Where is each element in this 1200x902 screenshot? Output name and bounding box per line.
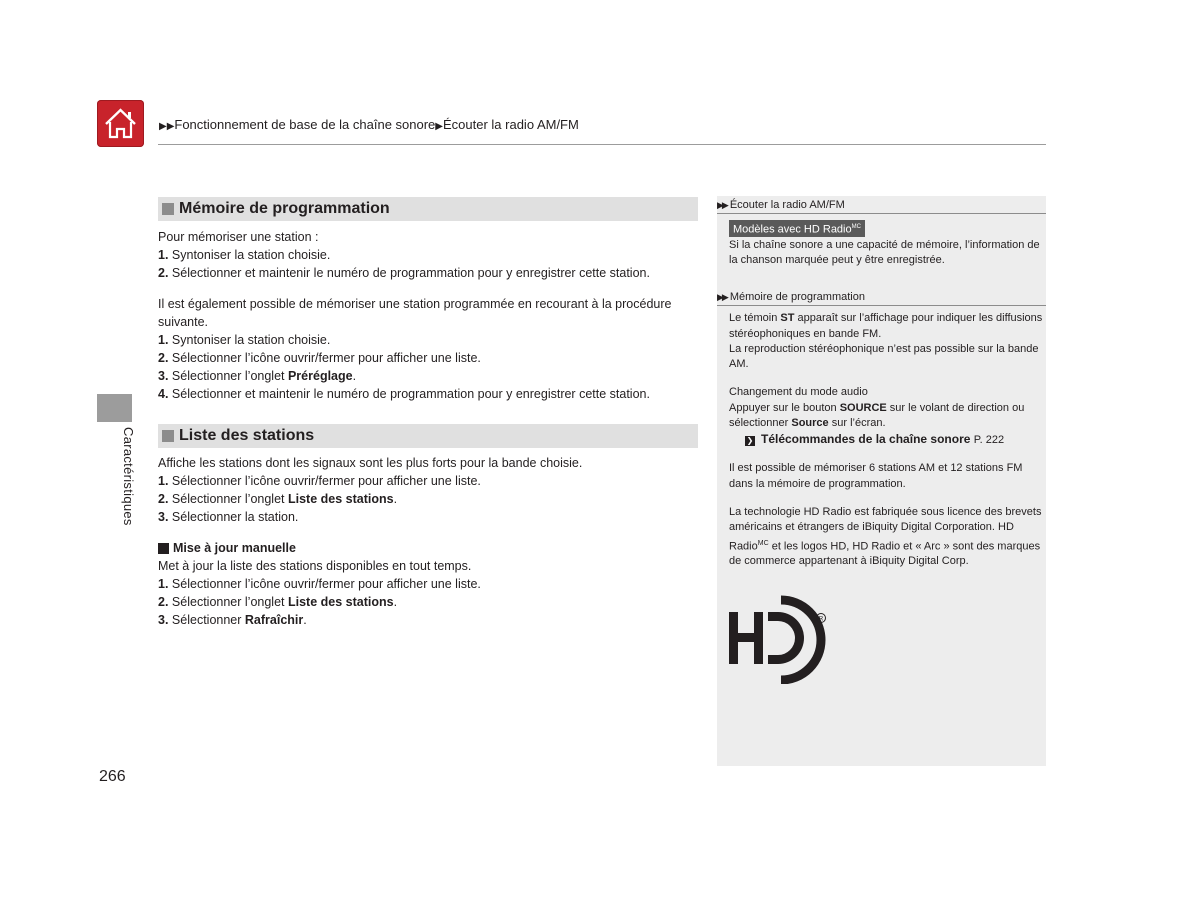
square-bullet-icon [158,543,169,554]
list-item: 3. Sélectionner la station. [158,510,299,524]
model-badge: Modèles avec HD Radio$^{MC}$ [729,220,865,237]
paragraph-text: Pour mémoriser une station : [158,230,319,244]
note-text: Le témoin ST apparaît sur l’affichage pour indiquer les diffusions stéréophoniques en bande FM. [729,312,1043,340]
note-header: ▶▶ Mémoire de programmation [717,288,1046,306]
list-item: 2. Sélectionner l’onglet Liste des stations. [158,595,398,609]
subsection-title: Mise à jour manuelle [173,541,296,555]
list-item: 1. Sélectionner l’icône ouvrir/fermer pour afficher une liste. [158,474,481,488]
note-text: Si la chaîne sonore a une capacité de mémoire, l’information de la chanson marquée peut y être enregistrée. [729,238,1040,266]
list-item: 1. Syntoniser la station choisie. [158,333,331,347]
side-tab-label: Caractéristiques [121,427,136,526]
paragraph [158,454,698,526]
section-header [158,424,698,448]
note-text: Il est possible de mémoriser 6 stations AM et 12 stations FM dans la mémoire de programmation. [729,462,1023,490]
note-text: Changement du mode audio [729,386,868,399]
paragraph-text: Affiche les stations dont les signaux sont les plus forts pour la bande choisie. [158,456,583,470]
paragraph [158,228,698,282]
list-item: 3. Sélectionner Rafraîchir. [158,613,307,627]
cross-reference-link[interactable]: ❯ Télécommandes de la chaîne sonore P. 222 [746,432,1005,447]
list-item: 4. Sélectionner et maintenir le numéro de programmation pour y enregistrer cette station. [158,387,650,401]
breadcrumb-item[interactable]: Fonctionnement de base de la chaîne sonore [174,117,436,132]
header-divider [158,144,1046,145]
subsection-header [158,539,698,557]
side-tab-marker [97,394,132,422]
section-title: Mémoire de programmation [179,200,390,217]
paragraph [158,557,698,629]
paragraph-text: Met à jour la liste des stations disponibles en tout temps. [158,559,472,573]
square-bullet-icon [162,203,174,215]
breadcrumb-item[interactable]: Écouter la radio AM/FM [443,117,579,132]
list-item: 2. Sélectionner et maintenir le numéro de programmation pour y enregistrer cette station. [158,266,650,280]
home-glyph [102,105,139,142]
breadcrumb-arrow-icon: ▶ [435,121,443,132]
note-header: ▶▶ Écouter la radio AM/FM [717,196,1046,214]
list-item: 2. Sélectionner l’icône ouvrir/fermer pour afficher une liste. [158,351,481,365]
list-item: 1. Sélectionner l’icône ouvrir/fermer pour afficher une liste. [158,577,481,591]
page-number: 266 [99,768,126,785]
paragraph [158,295,698,403]
reference-arrow-icon: ❯ [746,436,754,446]
list-item: 1. Syntoniser la station choisie. [158,248,331,262]
note-text: Appuyer sur le bouton SOURCE sur le volant de direction ou sélectionner Source sur l’écran. [729,401,1025,430]
hd-radio-logo [727,592,837,689]
svg-text:R: R [818,616,824,623]
breadcrumb [159,117,579,132]
main-content [158,197,698,629]
home-icon[interactable] [97,100,144,147]
sidebar-notes [717,196,1046,766]
breadcrumb-arrow-icon: ▶▶ [159,121,175,132]
note-text: La technologie HD Radio est fabriquée sous licence des brevets américains et étrangers de iBiquity Digital Corporation. HD Radio$^{MC}$ et les logos HD, HD Radio et « Arc » sont des marques de commerce appartenant à iBiquity Digital Corp. [729,505,1042,568]
list-item: 2. Sélectionner l’onglet Liste des stations. [158,492,398,506]
double-arrow-icon: ▶▶ [717,292,727,303]
list-item: 3. Sélectionner l’onglet Préréglage. [158,369,357,383]
paragraph-text: Il est également possible de mémoriser une station programmée en recourant à la procédure suivante. [158,297,672,329]
section-header [158,197,698,221]
square-bullet-icon [162,430,174,442]
note-text: La reproduction stéréophonique n’est pas possible sur la bande AM. [729,342,1039,371]
double-arrow-icon: ▶▶ [717,200,727,210]
section-title: Liste des stations [179,427,315,444]
